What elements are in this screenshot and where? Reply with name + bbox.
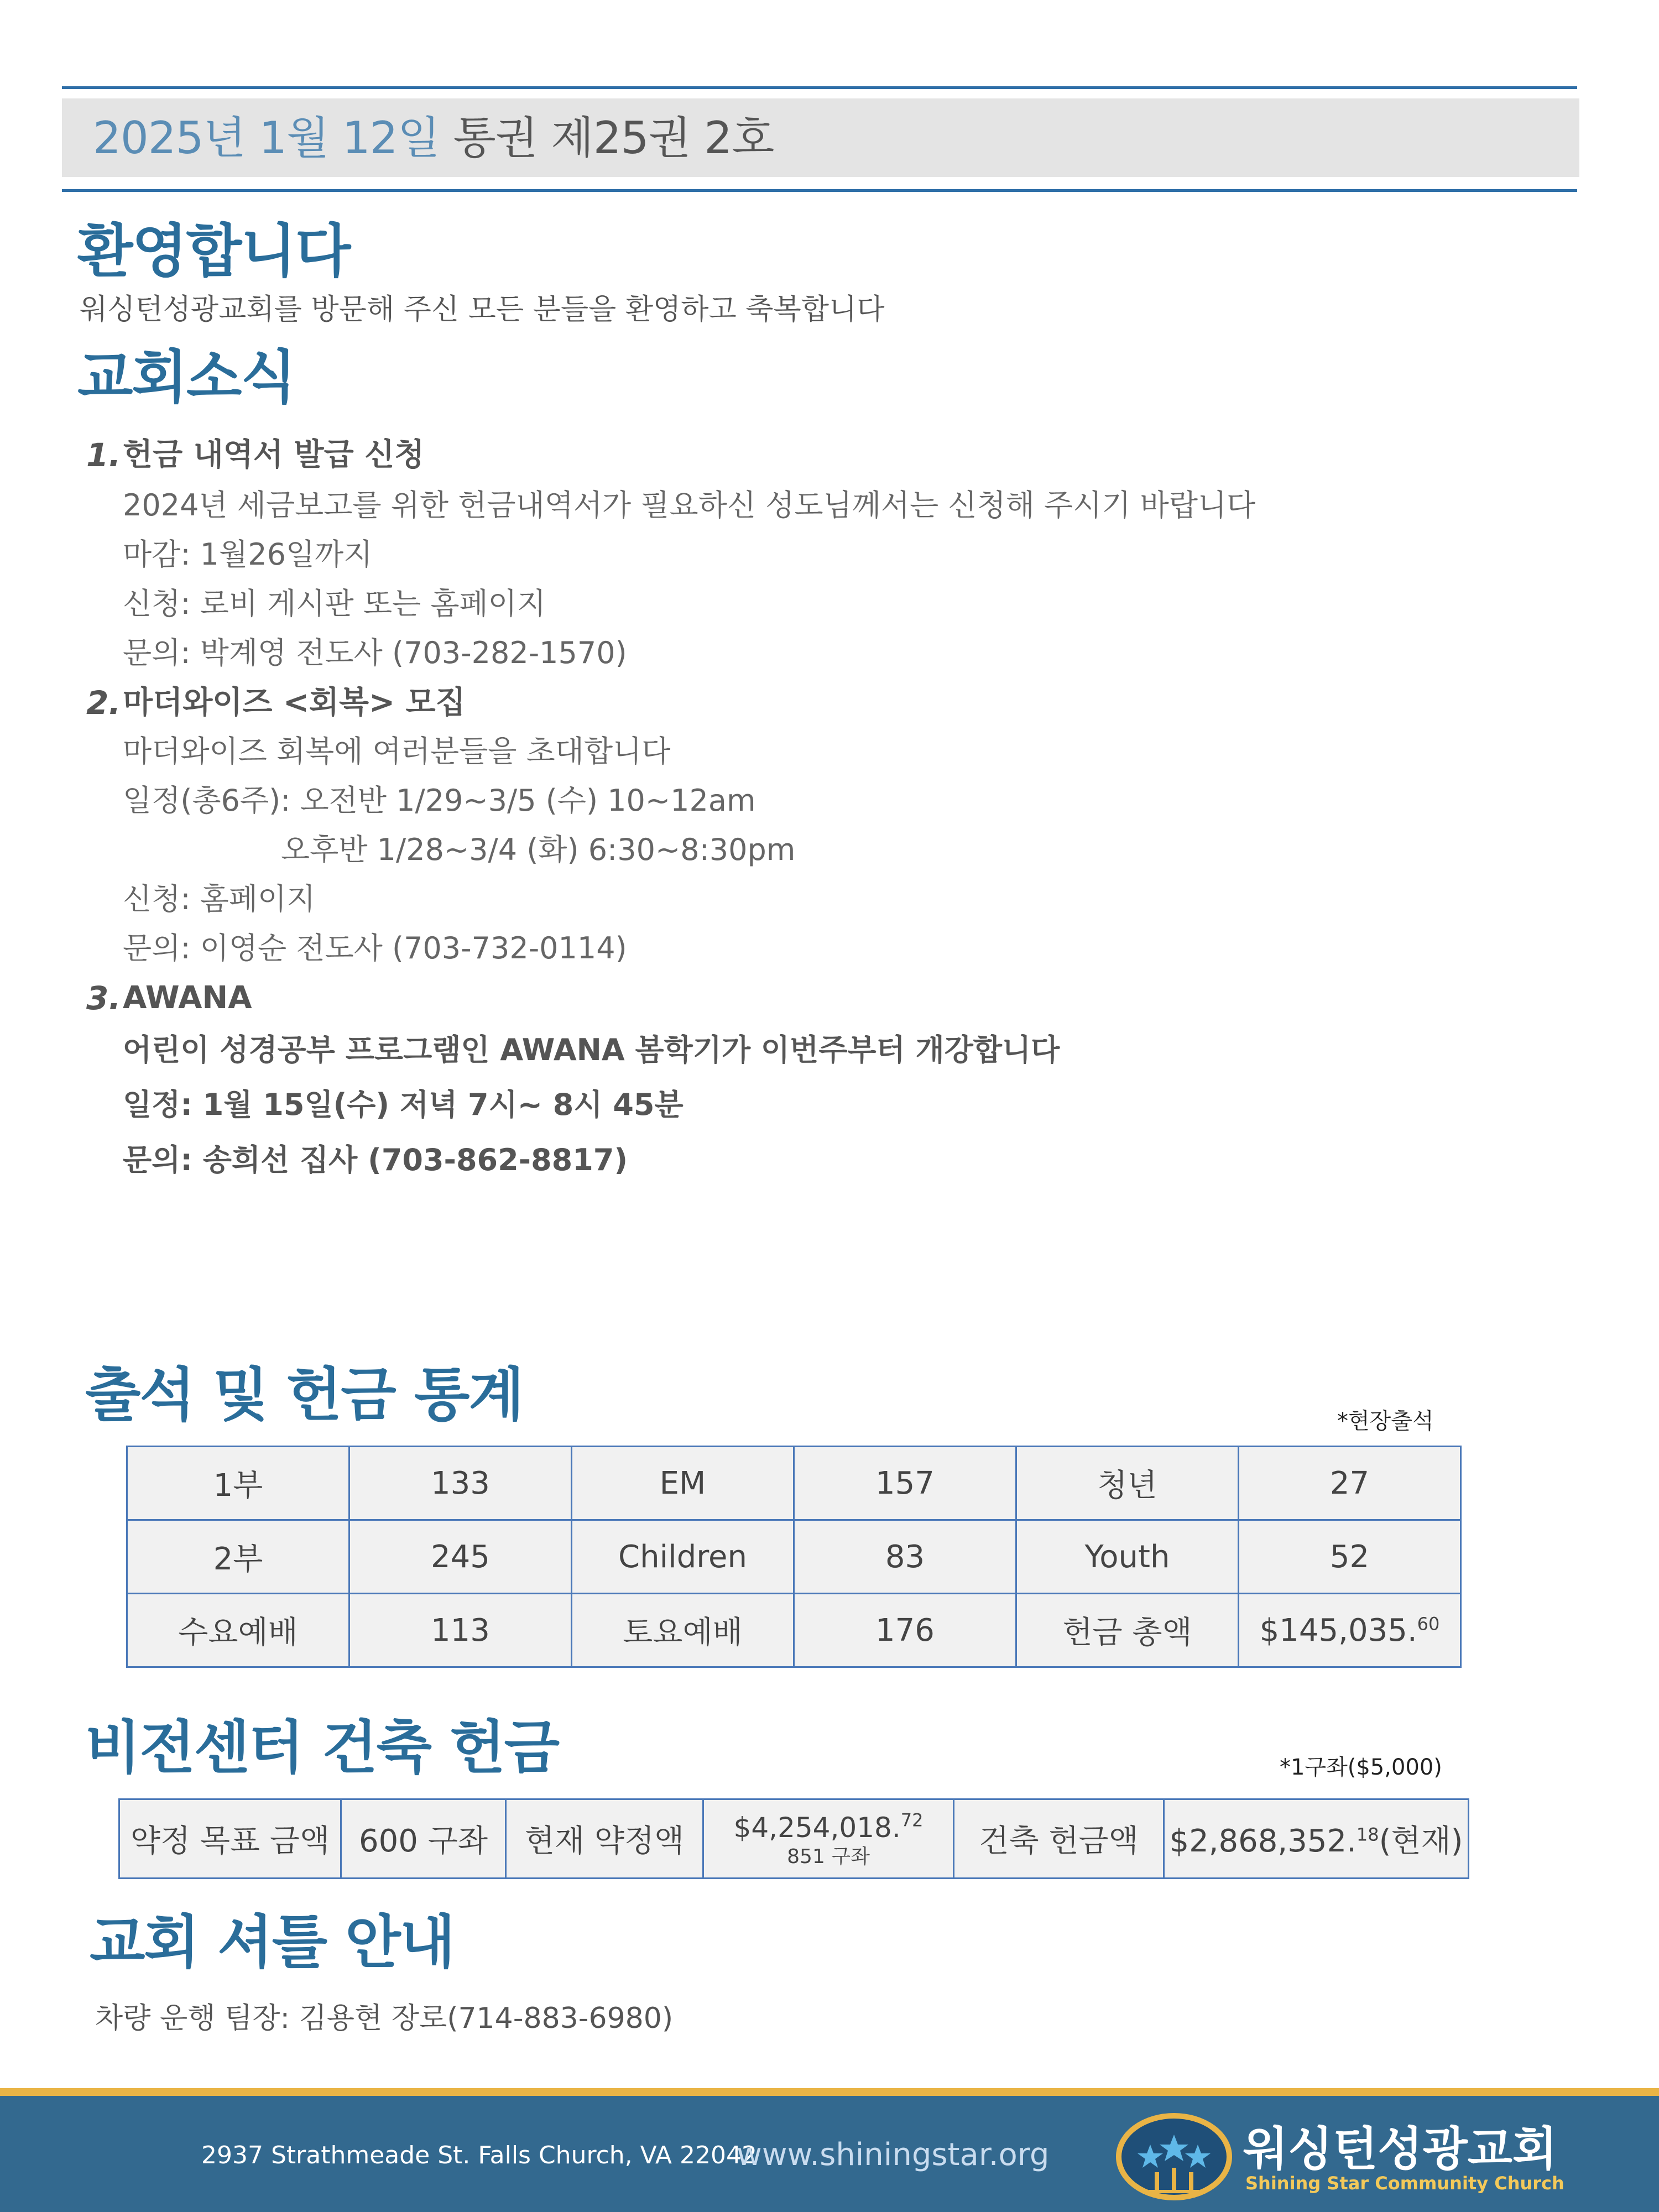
table-row [119, 1799, 1469, 1879]
goal-label: 약정 목표 금액 [119, 1799, 341, 1879]
table-cell: 176 [794, 1594, 1016, 1667]
news-item-1-line: 2024년 세금보고를 위한 헌금내역서가 필요하신 성도님께서는 신청해 주시기 바랍니다 [123, 488, 1256, 523]
header-bottom-rule [62, 189, 1577, 192]
news-item-3-line: 어린이 성경공부 프로그램인 AWANA 봄학기가 이번주부터 개강합니다 [123, 1032, 1060, 1067]
pledge-label: 현재 약정액 [506, 1799, 703, 1879]
table-row [127, 1594, 1461, 1667]
table-cell: 1부 [127, 1447, 349, 1520]
issue-date: 2025년 1월 12일 [93, 112, 440, 164]
offering-total-cell [1239, 1594, 1461, 1667]
pledge-value: $4,254,018. [733, 1811, 901, 1844]
news-item-3-line: 문의: 송희선 집사 (703-862-8817) [123, 1142, 628, 1177]
table-cell: EM [572, 1447, 794, 1520]
table-cell: 245 [349, 1520, 572, 1594]
table-cell: 133 [349, 1447, 572, 1520]
welcome-message: 워싱턴성광교회를 방문해 주신 모든 분들을 환영하고 축복합니다 [80, 293, 885, 326]
offering-total-cents: 60 [1417, 1613, 1440, 1634]
header-top-rule [62, 86, 1577, 89]
table-cell: 2부 [127, 1520, 349, 1594]
news-item-3-title: AWANA [123, 980, 252, 1016]
table-cell: 113 [349, 1594, 572, 1667]
building-title: 비전센터 건축 헌금 [85, 1714, 559, 1781]
news-title: 교회소식 [77, 343, 295, 411]
news-item-2-title: 마더와이즈 <회복> 모집 [123, 685, 466, 721]
news-item-2-line: 신청: 홈페이지 [123, 881, 316, 916]
footer-website-link[interactable]: www.shiningstar.org [737, 2137, 1050, 2173]
fund-cents: 18 [1356, 1824, 1379, 1845]
issue-line [93, 112, 774, 165]
table-row [127, 1520, 1461, 1594]
fund-label: 건축 헌금액 [954, 1799, 1164, 1879]
table-cell: 157 [794, 1447, 1016, 1520]
table-cell: Children [572, 1520, 794, 1594]
shuttle-title: 교회 셔틀 안내 [90, 1908, 455, 1976]
news-item-2-line: 일정(총6주): 오전반 1/29~3/5 (수) 10~12am [123, 783, 756, 818]
table-cell: Youth [1016, 1520, 1239, 1594]
church-logo-icon [1116, 2112, 1232, 2201]
table-cell: 52 [1239, 1520, 1461, 1594]
shuttle-text: 차량 운행 팀장: 김용현 장로(714-883-6980) [95, 2002, 674, 2035]
attendance-note: *현장출석 [1337, 1408, 1434, 1434]
table-row [127, 1447, 1461, 1520]
news-item-3-number: 3. [86, 979, 121, 1017]
pledge-value-cell [703, 1799, 954, 1879]
footer-gold-stripe [0, 2088, 1659, 2096]
news-item-2-number: 2. [86, 684, 121, 722]
offering-total: $145,035. [1259, 1612, 1417, 1648]
news-item-1-line: 마감: 1월26일까지 [123, 537, 373, 572]
news-item-3-line: 일정: 1월 15일(수) 저녁 7시~ 8시 45분 [123, 1087, 684, 1122]
table-cell: 83 [794, 1520, 1016, 1594]
news-item-2-line: 오후반 1/28~3/4 (화) 6:30~8:30pm [281, 832, 796, 867]
issue-volume: 통권 제25권 2호 [453, 112, 774, 164]
welcome-title: 환영합니다 [77, 217, 350, 285]
footer-address: 2937 Strathmeade St. Falls Church, VA 22042 [201, 2141, 757, 2169]
attendance-table [126, 1446, 1462, 1668]
pledge-units: 851 구좌 [787, 1845, 870, 1868]
table-cell: 수요예배 [127, 1594, 349, 1667]
goal-value: 600 구좌 [341, 1799, 506, 1879]
news-item-2-line: 마더와이즈 회복에 여러분들을 초대합니다 [123, 734, 671, 769]
attendance-title: 출석 및 헌금 통계 [85, 1361, 523, 1428]
church-name-korean: 워싱턴성광교회 [1243, 2122, 1558, 2176]
news-item-2-line: 문의: 이영순 전도사 (703-732-0114) [123, 931, 627, 966]
news-item-1-line: 문의: 박계영 전도사 (703-282-1570) [123, 635, 627, 670]
building-note: *1구좌($5,000) [1280, 1755, 1442, 1780]
table-cell: 27 [1239, 1447, 1461, 1520]
news-item-1-line: 신청: 로비 게시판 또는 홈페이지 [123, 586, 546, 621]
pledge-cents: 72 [900, 1809, 924, 1830]
fund-value-cell [1164, 1799, 1469, 1879]
church-name-english: Shining Star Community Church [1245, 2173, 1564, 2194]
news-item-1-number: 1. [86, 436, 121, 474]
fund-suffix: (현재) [1379, 1823, 1463, 1859]
building-table [118, 1798, 1469, 1879]
fund-value: $2,868,352. [1169, 1823, 1357, 1859]
table-cell: 헌금 총액 [1016, 1594, 1239, 1667]
table-cell: 토요예배 [572, 1594, 794, 1667]
news-item-1-title: 헌금 내역서 발급 신청 [123, 437, 425, 473]
table-cell: 청년 [1016, 1447, 1239, 1520]
